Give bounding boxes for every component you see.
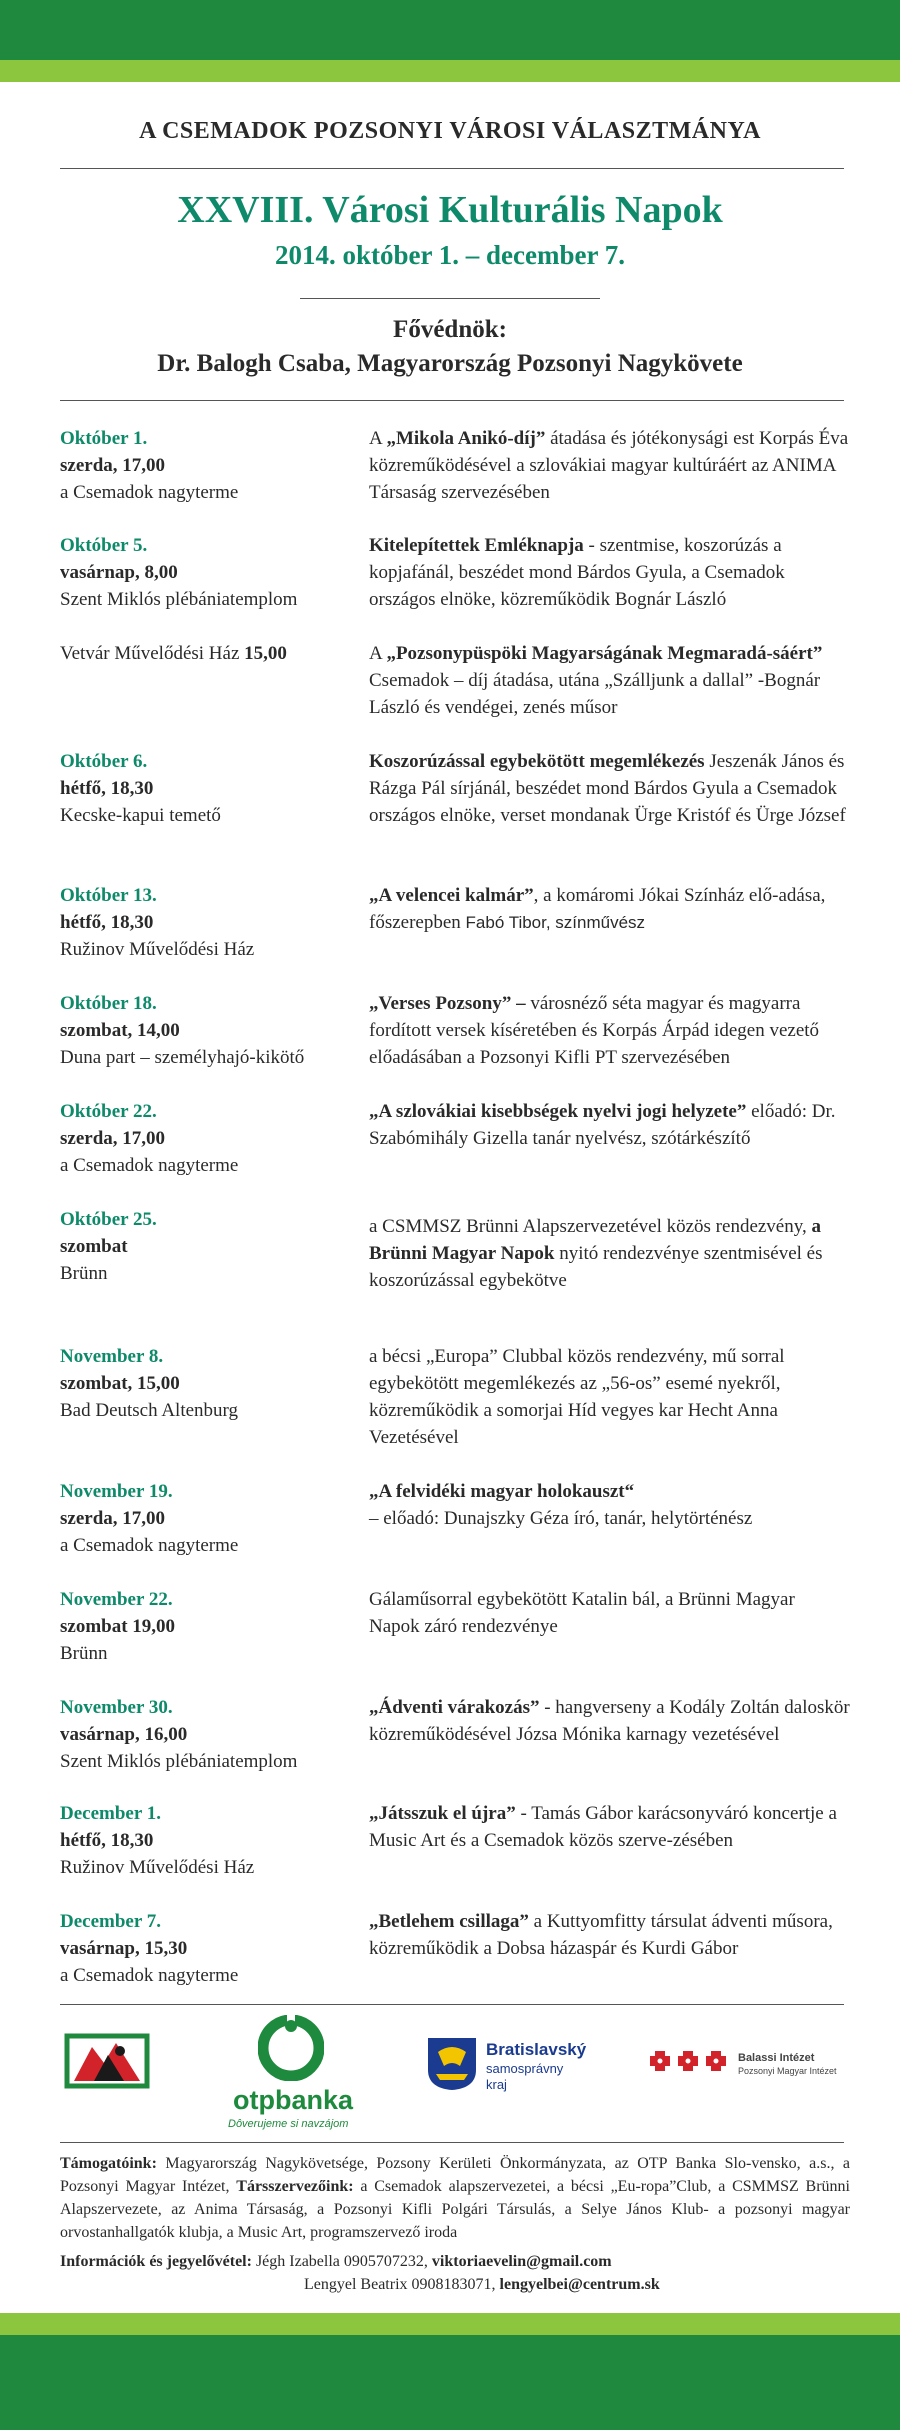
event-description: a bécsi „Europa” Clubbal közös rendezvény, mű sorral egybekötött megemlékezés az „56-os” esemé nyekről, közreműködik a somorjai Híd vegyes kar Hecht Anna Vezetésével xyxy=(369,1346,785,1448)
event-date: Október 6. xyxy=(60,751,148,772)
event-date: Október 22. xyxy=(60,1101,157,1122)
organization-heading: A CSEMADOK POZSONYI VÁROSI VÁLASZTMÁNYA xyxy=(139,118,761,144)
event-day-time: szerda, 17,00 xyxy=(60,455,166,476)
event-day-time: hétfő, 18,30 xyxy=(60,1830,154,1851)
header-divider xyxy=(60,168,844,169)
event-when xyxy=(60,1908,360,1989)
event-day-time: szombat, 14,00 xyxy=(60,1020,180,1041)
bratislava-region-name: Bratislavský xyxy=(486,2040,587,2059)
event-date: Október 13. xyxy=(60,885,157,906)
patron-name: Dr. Balogh Csaba, Magyarország Pozsonyi Nagykövete xyxy=(157,350,743,377)
event-date: Október 1. xyxy=(60,428,148,449)
event-when xyxy=(60,748,360,829)
event-description: „Játsszuk el újra” - Tamás Gábor karácsonyváró koncertje a Music Art és a Csemadok közös szerve-zésében xyxy=(369,1803,837,1851)
event-name: „Mikola Anikó-díj” xyxy=(386,428,546,449)
bottom-dark-green-band xyxy=(0,2335,900,2430)
event-date: December 7. xyxy=(60,1911,161,1932)
event-description: „Betlehem csillaga” a Kuttyomfitty társulat ádventi műsora, közreműködik a Dobsa házaspár és Kurdi Gábor xyxy=(369,1911,833,1959)
event-venue: Kecske-kapui temető xyxy=(60,805,221,826)
contact-email-1[interactable]: viktoriaevelin@gmail.com xyxy=(431,2253,612,2270)
event-description: A „Pozsonypüspöki Magyarságának Megmaradá-sáért” Csemadok – díj átadása, utána „Szálljunk a dallal” -Bognár László és vendégei, zenés műsor xyxy=(369,643,823,718)
event-date: November 30. xyxy=(60,1697,173,1718)
event-description: Koszorúzással egybekötött megemlékezés Jeszenák János és Rázga Pál sírjánál, beszédet mond Bárdos Gyula a Csemadok országos elnöke, verset mondanak Ürge Kristóf és Ürge József xyxy=(369,751,846,826)
event-name: „A velencei kalmár” xyxy=(369,885,534,906)
event-description: „A velencei kalmár”, a komáromi Jókai Színház elő-adása, főszerepben Fabó Tibor, színművész xyxy=(369,885,826,933)
event-date: November 22. xyxy=(60,1589,173,1610)
event-date: Október 5. xyxy=(60,535,148,556)
event-day-time: vasárnap, 16,00 xyxy=(60,1724,188,1745)
event-day-time: vasárnap, 15,30 xyxy=(60,1938,188,1959)
otpbanka-wordmark: otpbanka xyxy=(233,2085,354,2115)
event-description: Gálaműsorral egybekötött Katalin bál, a Brünni Magyar Napok záró rendezvénye xyxy=(369,1589,795,1637)
event-venue: Ružinov Művelődési Ház xyxy=(60,939,255,960)
event-venue: a Csemadok nagyterme xyxy=(60,1965,239,1986)
event-venue: Brünn xyxy=(60,1263,108,1284)
csemadok-logo xyxy=(64,2033,150,2089)
bratislava-region-logo xyxy=(426,2036,478,2092)
event-name: „Pozsonypüspöki Magyarságának Megmaradá-sáért” xyxy=(386,643,823,664)
event-when xyxy=(60,1478,360,1559)
event-date: November 19. xyxy=(60,1481,173,1502)
contact-info: Információk és jegyelővétel: Jégh Izabella 0905707232, viktoriaevelin@gmail.com Lengyel Beatrix 0908183071, lengyelbei@centrum.sk xyxy=(60,2253,660,2293)
event-when xyxy=(60,990,360,1071)
supporters-label: Támogatóink: xyxy=(60,2155,157,2172)
event-venue: Szent Miklós plébániatemplom xyxy=(60,589,298,610)
event-description: Kitelepítettek Emléknapja - szentmise, koszorúzás a kopjafánál, beszédet mond Bárdos Gyula, a Csemadok országos elnöke, közreműködik Bognár László xyxy=(369,535,785,610)
balassi-institute-name: Balassi Intézet xyxy=(738,2052,815,2064)
event-venue: Vetvár Művelődési Ház 15,00 xyxy=(60,643,287,664)
event-when xyxy=(60,882,360,963)
top-dark-green-band xyxy=(0,0,900,60)
event-name: „Betlehem csillaga” xyxy=(369,1911,529,1932)
event-venue: Bad Deutsch Altenburg xyxy=(60,1400,239,1421)
supporters-text: Támogatóink: Magyarország Nagykövetsége, Pozsony Kerületi Önkormányzata, az OTP Banka Slo-vensko, a.s., a Pozsonyi Magyar Intézet, Társszervezőink: a Csemadok alapszervezetei, a bécsi „Eu-ropa”Club, a CSMMSZ Brünni Alapszervezete, az Anima Társaság, a Pozsonyi Kifli Polgári Társulás, a Selye János Klub- a pozsonyi magyar orvostanhallgatók klubja, a Music Art, programszervező iroda xyxy=(60,2155,851,2241)
event-venue: Ružinov Művelődési Ház xyxy=(60,1857,255,1878)
event-performer: Fabó Tibor, színművész xyxy=(465,913,646,932)
event-venue: Szent Miklós plébániatemplom xyxy=(60,1751,298,1772)
event-name: Kitelepítettek Emléknapja xyxy=(369,535,584,556)
event-day-time: szombat xyxy=(60,1236,128,1257)
event-day-time: szerda, 17,00 xyxy=(60,1508,166,1529)
event-when xyxy=(60,1694,360,1775)
event-venue: a Csemadok nagyterme xyxy=(60,1535,239,1556)
page-title: XXVIII. Városi Kulturális Napok xyxy=(177,189,723,231)
event-description: a CSMMSZ Brünni Alapszervezetével közös rendezvény, a Brünni Magyar Napok nyitó rendezvénye szentmisével és koszorúzással egybekötve xyxy=(369,1216,823,1291)
event-when xyxy=(60,640,360,667)
event-date: Október 18. xyxy=(60,993,157,1014)
event-when xyxy=(60,1343,360,1424)
event-when xyxy=(60,532,360,613)
event-when xyxy=(60,1098,360,1179)
balassi-institute-subtitle: Pozsonyi Magyar Intézet xyxy=(738,2066,837,2076)
event-name: „A szlovákiai kisebbségek nyelvi jogi helyzete” xyxy=(369,1101,747,1122)
title-divider xyxy=(300,298,600,299)
event-name: Koszorúzással egybekötött megemlékezés xyxy=(369,751,705,772)
event-date: Október 25. xyxy=(60,1209,157,1230)
event-name: „Ádventi várakozás” xyxy=(369,1697,540,1718)
event-description: „A szlovákiai kisebbségek nyelvi jogi helyzete” előadó: Dr. Szabómihály Gizella tanár nyelvész, szótárkészítő xyxy=(369,1101,836,1149)
event-day-time: szombat 19,00 xyxy=(60,1616,176,1637)
patron-divider xyxy=(60,400,844,401)
event-when xyxy=(60,1206,360,1287)
event-name: „A felvidéki magyar holokauszt“ xyxy=(369,1481,635,1502)
event-name: „Verses Pozsony” – xyxy=(369,993,526,1014)
co-organizers-label: Társszervezőink: xyxy=(236,2178,354,2195)
contact-label: Információk és jegyelővétel: xyxy=(60,2253,252,2270)
top-light-green-band xyxy=(0,60,900,82)
event-description: „A felvidéki magyar holokauszt“ – előadó: Dunajszky Géza író, tanár, helytörténész xyxy=(369,1481,753,1529)
event-date: December 1. xyxy=(60,1803,161,1824)
patron-label: Fővédnök: xyxy=(393,316,507,343)
event-venue: Duna part – személyhajó-kikötő xyxy=(60,1047,305,1068)
event-day-time: szombat, 15,00 xyxy=(60,1373,180,1394)
event-description: „Ádventi várakozás” - hangverseny a Kodály Zoltán daloskör közreműködésével Józsa Mónika karnagy vezetésével xyxy=(369,1697,850,1745)
event-description: A „Mikola Anikó-díj” átadása és jótékonysági est Korpás Éva közreműködésével a szlovákiai magyar kultúráért az ANIMA Társaság szervezésében xyxy=(369,428,849,503)
event-description: „Verses Pozsony” – városnéző séta magyar és magyarra fordított versek kíséretében és Korpás Árpád idegen vezető előadásában a Pozsonyi Kifli PT szervezésében xyxy=(369,993,820,1068)
event-when xyxy=(60,1800,360,1881)
event-when xyxy=(60,425,360,506)
bottom-light-green-band xyxy=(0,2313,900,2335)
event-day-time: hétfő, 18,30 xyxy=(60,778,154,799)
balassi-institute-logo xyxy=(648,2048,734,2074)
festival-dates: 2014. október 1. – december 7. xyxy=(275,240,625,270)
event-day-time: szerda, 17,00 xyxy=(60,1128,166,1149)
otpbanka-logo xyxy=(258,2015,324,2081)
event-name: „Játsszuk el újra” xyxy=(369,1803,516,1824)
bratislava-region-subtitle: samosprávny kraj xyxy=(486,2061,564,2092)
contact-email-2[interactable]: lengyelbei@centrum.sk xyxy=(499,2276,660,2293)
logos-divider xyxy=(60,2004,844,2005)
event-when xyxy=(60,1586,360,1667)
event-venue: a Csemadok nagyterme xyxy=(60,482,239,503)
event-day-time: vasárnap, 8,00 xyxy=(60,562,178,583)
event-date: November 8. xyxy=(60,1346,164,1367)
event-name: a Brünni Magyar Napok xyxy=(369,1216,822,1264)
support-divider xyxy=(60,2142,844,2143)
otpbanka-slogan: Dôverujeme si navzájom xyxy=(228,2118,349,2130)
event-venue: Brünn xyxy=(60,1643,108,1664)
event-day-time: hétfő, 18,30 xyxy=(60,912,154,933)
event-venue: a Csemadok nagyterme xyxy=(60,1155,239,1176)
